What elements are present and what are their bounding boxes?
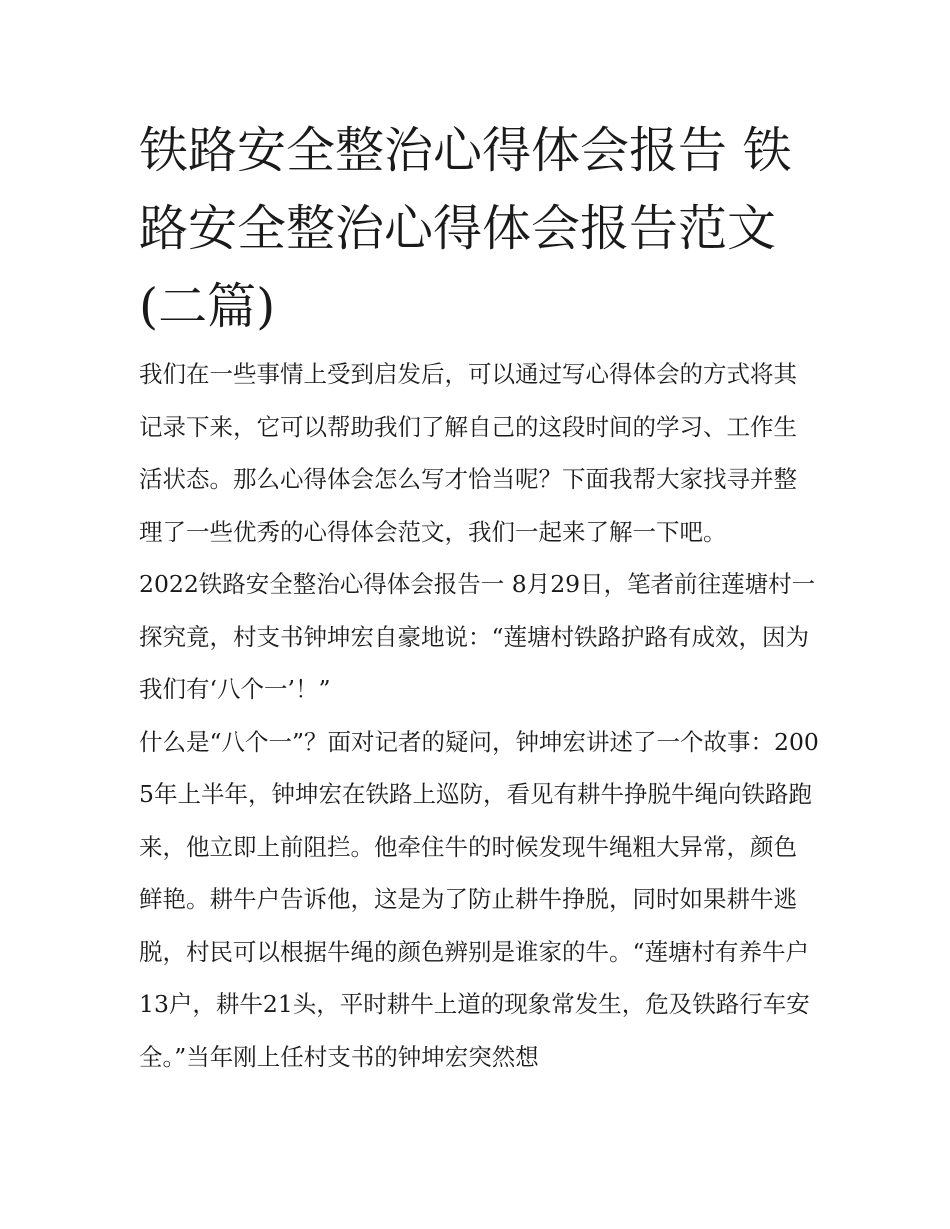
document-page <box>139 112 819 1083</box>
document-body <box>139 348 819 1083</box>
document-title: 铁路安全整治心得体会报告 铁路安全整治心得体会报告范文(二篇) <box>139 122 792 335</box>
paragraph-report-one: 2022铁路安全整治心得体会报告一 8月29日，笔者前往莲塘村一探究竟，村支书钟坤宏自豪地说：“莲塘村铁路护路有成效，因为我们有‘八个一’！” <box>139 570 816 703</box>
paragraph-intro: 我们在一些事情上受到启发后，可以通过写心得体会的方式将其记录下来，它可以帮助我们了解自己的这段时间的学习、工作生活状态。那么心得体会怎么写才恰当呢？下面我帮大家找寻并整理了一些优秀的心得体会范文，我们一起来了解一下吧。 <box>139 360 797 546</box>
paragraph-story: 什么是“八个一”？面对记者的疑问，钟坤宏讲述了一个故事：2005年上半年，钟坤宏在铁路上巡防，看见有耕牛挣脱牛绳向铁路跑来，他立即上前阻拦。他牵住牛的时候发现牛绳粗大异常，颜色鲜艳。耕牛户告诉他，这是为了防止耕牛挣脱，同时如果耕牛逃脱，村民可以根据牛绳的颜色辨别是谁家的牛。“莲塘村有养牛户13户，耕牛21头，平时耕牛上道的现象常发生，危及铁路行车安全。”当年刚上任村支书的钟坤宏突然想 <box>139 727 819 1071</box>
